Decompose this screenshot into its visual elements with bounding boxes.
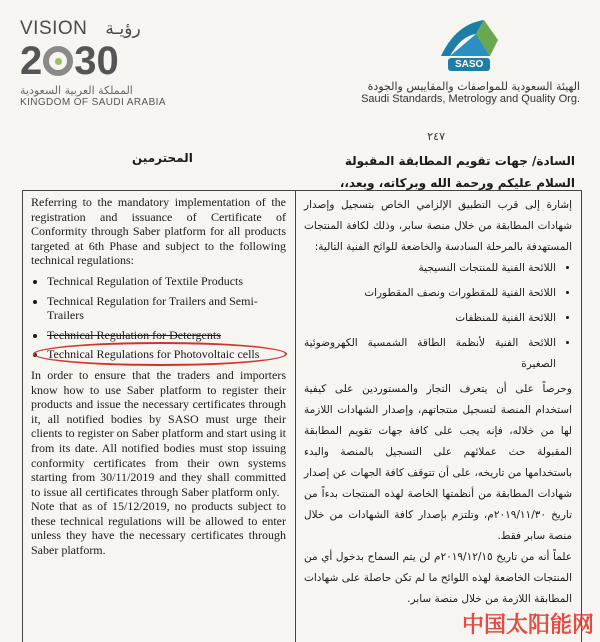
english-column <box>31 195 286 558</box>
arabic-regulations-list <box>304 258 572 375</box>
letter-body-table <box>22 190 582 642</box>
kingdom-name-ar: المملكة العربية السعودية <box>20 84 133 97</box>
english-note: Note that as of 15/12/2019, no products subject to these technical regulations will be allowed to enter unless they have the necessary certificates through Saber platform. <box>31 499 286 558</box>
saso-badge: SASO <box>448 58 490 71</box>
arabic-intro: إشارة إلى قرب التطبيق الإلزامي الخاص بتسجيل وإصدار شهادات المطابقة من خلال منصة سابر، وذلك لكافة المنتجات المستهدفة بالمرحلة السادسة والخاضعة للوائح الفنية التالية: <box>304 199 572 253</box>
vision-word-ar: رؤيـة <box>105 19 141 39</box>
red-circle-annotation <box>33 342 287 366</box>
reference-number: ٢٤٧ <box>427 130 445 143</box>
column-divider <box>295 191 296 642</box>
saso-logo <box>320 16 580 105</box>
addressee: السادة/ جهات تقويم المطابقة المقبولة <box>344 154 575 168</box>
list-item-highlighted <box>47 347 286 362</box>
arabic-column <box>304 195 572 610</box>
english-regulations-list <box>31 274 286 362</box>
watermark-text: 中国太阳能网 <box>461 613 594 638</box>
greeting: السلام عليكم ورحمة الله وبركاته، وبعد،، <box>339 176 575 190</box>
list-item: • اللائحة الفنية للمنظفات <box>304 308 556 329</box>
salutation-block <box>340 150 575 194</box>
list-item: • Technical Regulation for Trailers and Semi-Trailers <box>47 294 286 323</box>
highlighted-regulation: Technical Regulations for Photovoltaic cells <box>47 347 260 362</box>
list-item: • اللائحة الفنية للمنتجات النسيجية <box>304 258 556 279</box>
english-intro: Referring to the mandatory implementation of the registration and issuance of Certificate of Conformity through Saber platform for all products targeted at 6th Phase and subject to the following technical regulations: <box>31 195 286 268</box>
vision-year-2030: 2 30 <box>20 39 119 83</box>
list-item: • اللائحة الفنية لأنظمة الطاقة الشمسية الكهروضوئية الصغيرة <box>304 333 556 375</box>
saso-org-name-ar: الهيئة السعودية للمواصفات والمقاييس والجودة <box>367 80 580 93</box>
arabic-note: علماً أنه من تاريخ ٢٠١٩/١٢/١٥م لن يتم السماح بدخول أي من المنتجات الخاضعة لهذه اللوائح ما لم تكن حاصلة على شهادات المطابقة اللازمة من خلال منصة سابر. <box>304 551 572 605</box>
list-item: • Technical Regulation of Textile Products <box>47 274 286 289</box>
arabic-body: وحرصاً على أن يتعرف التجار والمستوردين على كيفية استخدام المنصة لتسجيل منتجاتهم، وإصدار الشهادات اللازمة لها من خلاله، فإنه يجب على كافة جهات تقويم المطابقة المقبولة حث عملائهم على التسجيل بالمنصة والبدء باستخدامها من تاريخه، على أن تتوقف كافة الجهات عن إصدار شهادات المطابقة من أنظمتها الخاصة لهذه المنتجات بدءاً من تاريخ ٢٠١٩/١١/٣٠م، وتلتزم بإصدار كافة الشهادات من خلال منصة سابر فقط. <box>304 383 573 542</box>
vision-word: VISION <box>20 18 88 39</box>
respected-label: المحترمين <box>132 151 193 165</box>
vision-2030-logo <box>20 18 170 108</box>
list-item: • Technical Regulation for Detergents <box>47 328 286 343</box>
saso-org-name-en: Saudi Standards, Metrology and Quality Org. <box>361 93 580 105</box>
english-body: In order to ensure that the traders and importers know how to use Saber platform to register their products and issue the necessary certificates through it, all notified bodies by SASO must urge their clients to register on Saber platform and start using it from its date. All notified bodies must stop issuing conformity certificates from their own systems starting from 30/11/2019 and they shall committed to issue all certificates through Saber platform only. <box>31 367 286 499</box>
list-item: • اللائحة الفنية للمقطورات ونصف المقطورات <box>304 283 556 304</box>
kingdom-name-en: KINGDOM OF SAUDI ARABIA <box>20 97 166 108</box>
saso-emblem-icon <box>436 16 506 78</box>
